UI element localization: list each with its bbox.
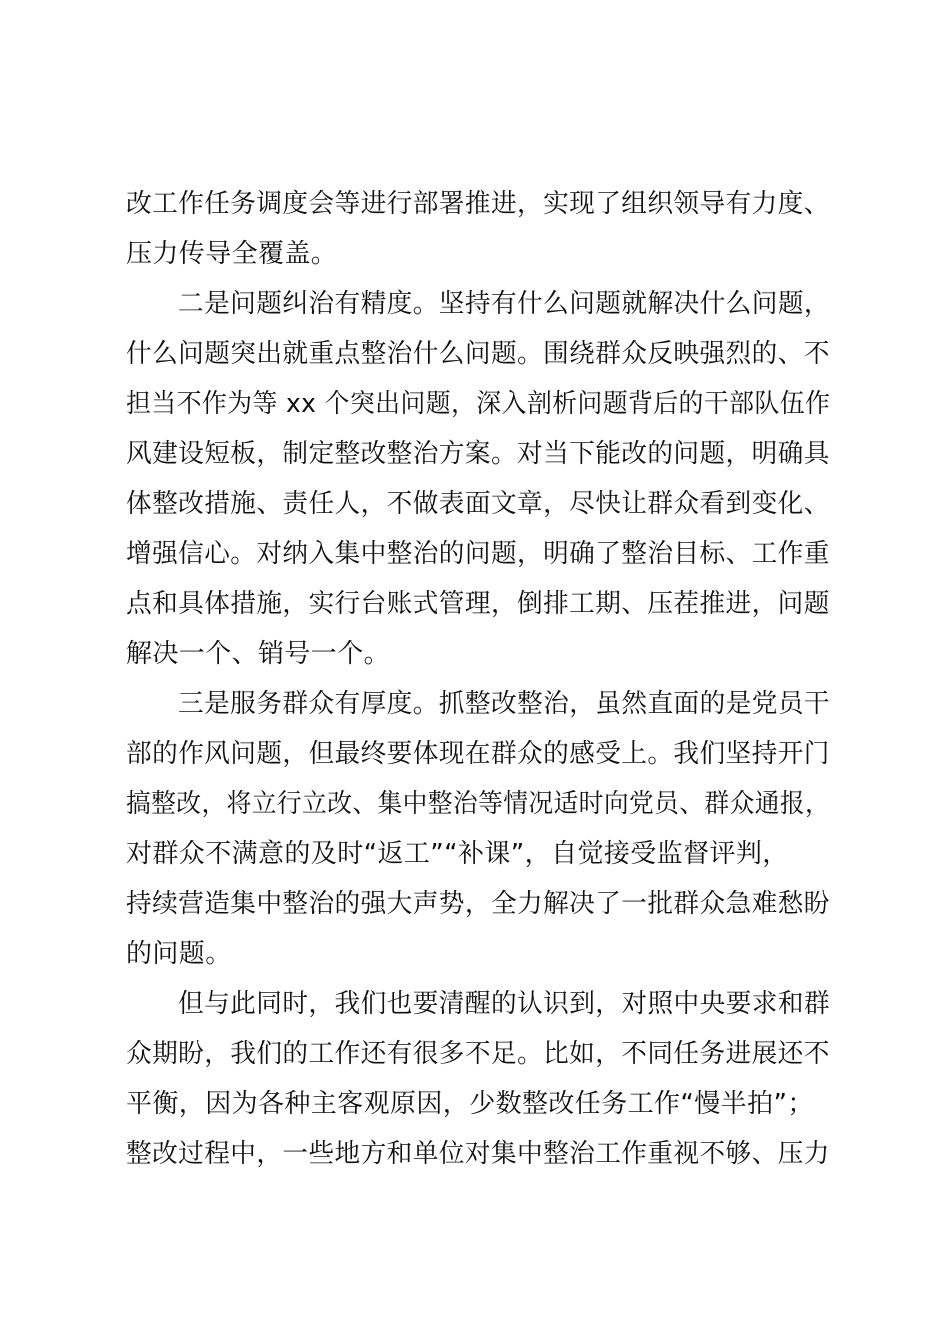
text-line: 风建设短板，制定整改整治方案。对当下能改的问题，明确具 bbox=[126, 439, 830, 469]
text-line: 增强信心。对纳入集中整治的问题，明确了整治目标、工作重 bbox=[126, 539, 830, 569]
text-line: 部的作风问题，但最终要体现在群众的感受上。我们坚持开门 bbox=[126, 739, 830, 769]
text-line: 持续营造集中整治的强大声势，全力解决了一批群众急难愁盼 bbox=[126, 889, 830, 919]
text-line: 点和具体措施，实行台账式管理，倒排工期、压茬推进，问题 bbox=[126, 589, 830, 619]
text-line: 搞整改，将立行立改、集中整治等情况适时向党员、群众通报， bbox=[126, 789, 831, 819]
paragraph-start-line: 三是服务群众有厚度。抓整改整治，虽然直面的是党员干 bbox=[178, 689, 831, 719]
paragraph-start-line: 但与此同时，我们也要清醒的认识到，对照中央要求和群 bbox=[178, 989, 831, 1019]
text-line: 解决一个、销号一个。 bbox=[126, 639, 391, 669]
text-line: 改工作任务调度会等进行部署推进，实现了组织领导有力度、 bbox=[126, 189, 830, 219]
text-line: 压力传导全覆盖。 bbox=[126, 239, 338, 269]
text-line: 众期盼，我们的工作还有很多不足。比如，不同任务进展还不 bbox=[126, 1039, 830, 1069]
text-line: 平衡，因为各种主客观原因，少数整改任务工作“慢半拍”； bbox=[126, 1089, 814, 1119]
text-line: 担当不作为等 xx 个突出问题，深入剖析问题背后的干部队伍作 bbox=[126, 389, 831, 419]
text-line: 什么问题突出就重点整治什么问题。围绕群众反映强烈的、不 bbox=[126, 339, 830, 369]
text-line: 的问题。 bbox=[126, 939, 232, 969]
text-line: 体整改措施、责任人，不做表面文章，尽快让群众看到变化、 bbox=[126, 489, 830, 519]
text-line: 整改过程中，一些地方和单位对集中整治工作重视不够、压力 bbox=[126, 1139, 830, 1169]
text-line: 对群众不满意的及时“返工”“补课”，自觉接受监督评判， bbox=[126, 839, 789, 869]
paragraph-start-line: 二是问题纠治有精度。坚持有什么问题就解决什么问题， bbox=[178, 289, 831, 319]
